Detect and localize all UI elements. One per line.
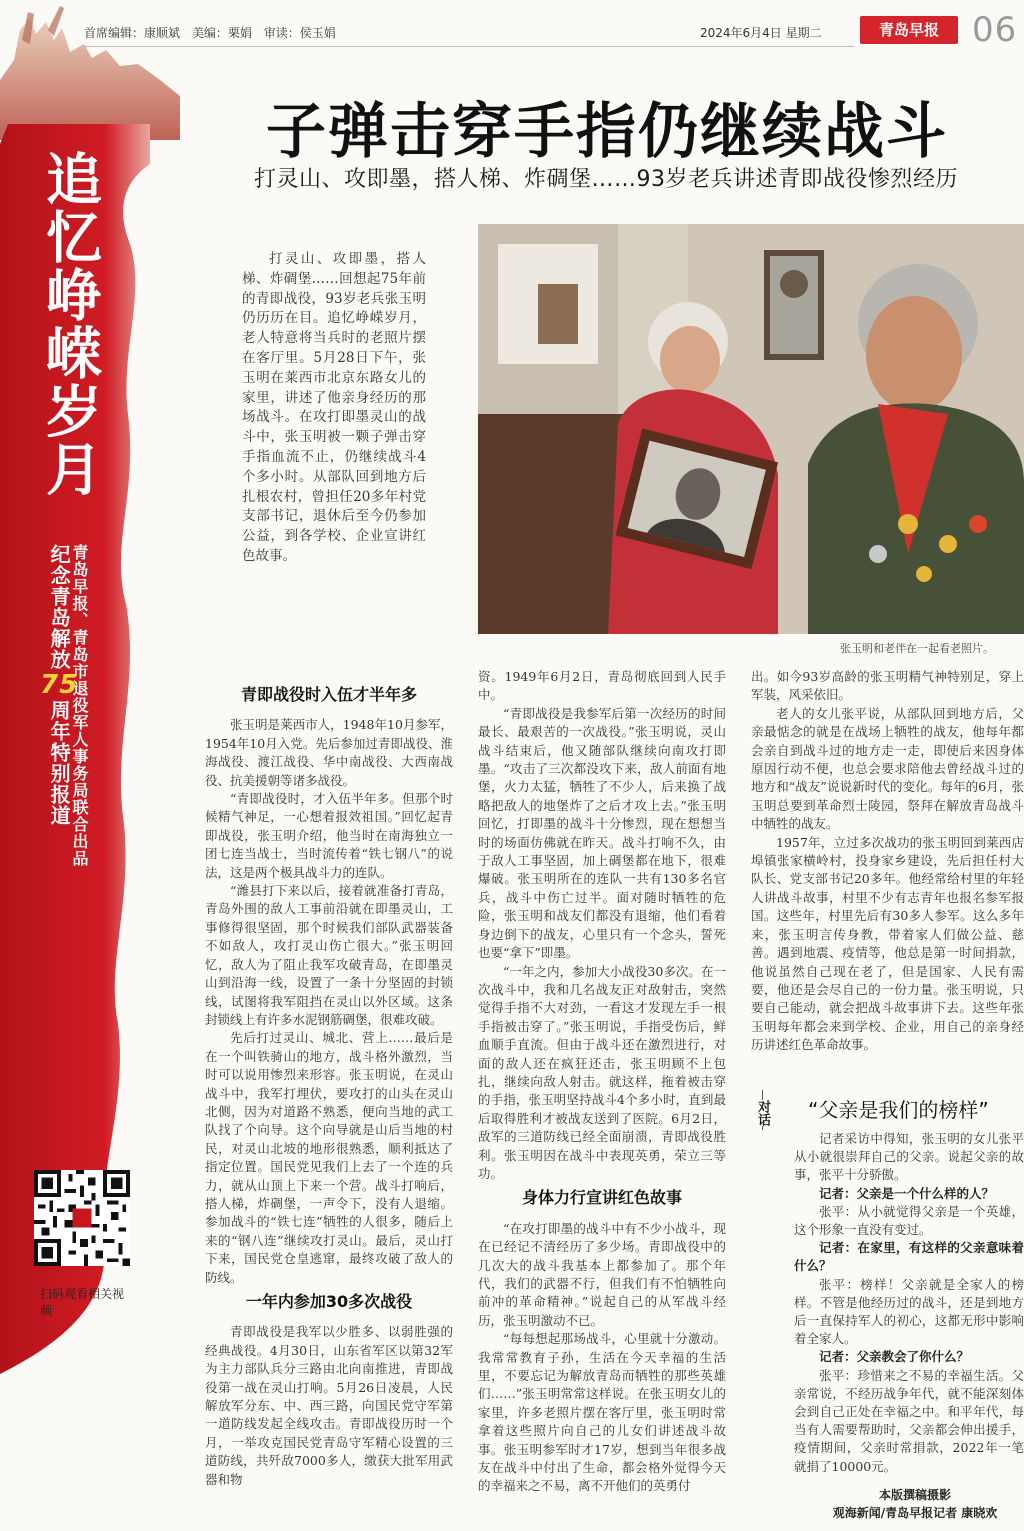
interview-question: 记者：在家里，有这样的父亲意味着什么？ [794,1240,1024,1274]
proofreader: 审读：侯玉娟 [263,26,336,40]
paragraph: 青即战役是我军以少胜多、以弱胜强的经典战役。4月30日，山东省军区以第32军为主力部队兵分三路由北向南推进，青即战役第一战在灵山打响。5月26日凌晨，人民解放军分东、中、西三路，向国民党守军第一道防线发起全线攻击。青即战役历时一个月，一举攻克国民党青岛守军精心设置的三道防线，共歼敌7000多人，缴获大批军用武器和物 [205,1324,453,1487]
interview-answer: 张平：珍惜来之不易的幸福生活。父亲常说，不经历战争年代，就不能深刻体会到自己正处在幸福之中。和平年代，每当有人需要帮助时，父亲都会伸出援手，疫情期间，父亲时常捐款，2022年一笔就捐了10000元。 [794,1367,1024,1474]
paragraph: 先后打过灵山、城北、营上……最后是在一个叫铁骑山的地方，战斗格外激烈，当时可以说用惨烈来形容。张玉明说，在灵山战斗中，我军打埋伏，要攻打的山头在灵山北侧，因为对道路不熟悉，便向当地的武工队找了个向导。这个向导就是山后当地的村民，对灵山北坡的地形很熟悉，顺利抵达了指定位置。国民党见我们上去了一个连的兵力，就从山顶上下来一个营。战斗打响后，搭人梯，炸碉堡，一声令下，没有人退缩。参加战斗的“铁七连”牺牲的人很多，随后上来的“钢八连”继续攻打灵山。最后，灵山打下来，国民党仓皇逃窜，最终攻破了敌人的防线。 [205,1030,453,1285]
paragraph: “一年之内，参加大小战役30多次。在一次战斗中，我和几名战友正对敌射击，突然觉得手指不大对劲，一看这才发现左手一根手指被击穿了。”张玉明说，手指受伤后，鲜血顺手直流。但由于战斗还在激烈进行，对面的敌人还在疯狂还击，张玉明顾不上包扎，继续向敌人射击。就这样，拖着被击穿的手指，张玉明坚持战斗4个多小时，直到最后取得胜利才被战友送到了医院。6月2日，敌军的三道防线已经全面崩溃，青即战役胜利。张玉明因在战斗中表现英勇，荣立三等功。 [478,963,726,1181]
qr-code[interactable] [34,1170,130,1266]
banner-subtitle-post: 周年特别报道 [47,700,72,826]
interview-question: 记者：父亲是一个什么样的人？ [819,1185,995,1201]
banner-subtitle-publishers: 青岛早报、青岛市退役军人事务局联合出品 [70,544,89,867]
paragraph: 资。1949年6月2日，青岛彻底回到人民手中。 [478,669,726,703]
article-column-1 [205,680,453,1489]
interview-answer: 张平：榜样！父亲就是全家人的榜样。不管是他经历过的战斗，还是到地方后一直保持军人的初心，这都无形中影响着全家人。 [794,1276,1024,1347]
lead-paragraph [242,250,426,567]
photo-caption: 张玉明和老伴在一起看老照片。 [840,642,994,655]
editor-credits [84,24,344,41]
headline: 子弹击穿手指仍继续战斗 [266,97,948,167]
paragraph: “在攻打即墨的战斗中有不少小战斗，现在已经记不清经历了多少场。青即战役中的几次大的战斗我基本上都参加了。那个年代，我们的武器不行，但我们有不怕牺牲向前冲的革命精神。”说起自己的从军战斗经历，张玉明激动不已。 [478,1220,726,1328]
header-rule [84,46,854,47]
article-column-3 [751,668,1024,1055]
paragraph: “青即战役是我参军后第一次经历的时间最长、最艰苦的一次战役。”张玉明说，灵山战斗结束后，他又随部队继续向南攻打即墨。“攻击了三次都没攻下来，敌人前面有地堡，火力太猛，牺牲了不少人，后来换了战略把敌人的地堡炸了之后才攻上去。”张玉明回忆，打即墨的战斗十分惨烈，现在想想当时的场面仿佛就在昨天。战斗打响不久，由于敌人工事坚固，加上碉堡都在地下，很难爆破。张玉明所在的连队一共有130多名官兵，战斗中伤亡过半。面对随时牺牲的危险，张玉明和战友们都没有退缩，他们看着身边倒下的战友，心里只有一个念头，誓死也要“拿下”即墨。 [478,705,726,961]
byline [806,1486,1024,1522]
qr-label: 扫码观看相关视频 [40,1287,125,1318]
chief-editor: 首席编辑：康顺斌 [84,26,181,40]
paragraph: 出。如今93岁高龄的张玉明精气神特别足，穿上军装，风采依旧。 [751,669,1024,703]
byline-line1: 本版撰稿摄影 [878,1488,951,1502]
newspaper-logo: 青岛早报 [860,16,958,44]
interview-question: 记者：父亲教会了你什么？ [819,1349,970,1365]
paragraph: “每每想起那场战斗，心里就十分激动。我常常教育子孙，生活在今天幸福的生活里，不要忘记为解放青岛而牺牲的那些英雄们……”张玉明常常这样说。在张玉明女儿的家里，许多老照片摆在客厅里，张玉明时常拿着这些照片向自己的儿女们讲述战斗故事。张玉明参军时才17岁，想到当年很多战友在战斗中付出了生命，都会格外觉得今天的幸福来之不易，离不开他们的英勇付 [478,1331,726,1494]
issue-date: 2024年6月4日 星期二 [700,26,822,40]
paragraph: 老人的女儿张平说，从部队回到地方后，父亲最惦念的就是在战场上牺牲的战友，他每年都会亲自到战斗过的地方走一走，即使后来因身体原因行动不便，也总会要求陪他去曾经战斗过的地方和“战友”说说新时代的变化。每年的6月，张玉明总要到革命烈士陵园，祭拜在解放青岛战斗中牺牲的战友。 [751,705,1024,832]
art-editor: 美编：栗娟 [191,26,252,40]
subheadline: 打灵山、攻即墨，搭人梯、炸碉堡……93岁老兵讲述青即战役惨烈经历 [254,167,958,192]
interview-answer: 张平：从小就觉得父亲是一个英雄，这个形象一直没有变过。 [794,1203,1024,1238]
banner-subtitle-anniversary [40,544,78,826]
article-column-2 [478,668,726,1496]
section-heading-thirty-battles: 一年内参加30多次战役 [245,1292,413,1311]
byline-line2: 观海新闻/青岛早报记者 康晓欢 [832,1506,998,1520]
interview-title: “父亲是我们的榜样” [808,1098,989,1122]
interview-intro: 记者采访中得知，张玉明的女儿张平从小就很崇拜自己的父亲。说起父亲的故事，张平十分骄傲。 [794,1131,1024,1183]
veteran-couple-photo [478,224,1024,634]
anniversary-number: 75 [40,670,79,700]
banner-subtitle [40,540,100,870]
paragraph: “潍县打下来以后，接着就准备打青岛，青岛外围的敌人工事前沿就在即墨灵山，工事修得很坚固，那个时候我们部队武器装备不如敌人，攻打灵山伤亡很大。”张玉明回忆，敌人为了阻止我军攻破青岛，在即墨灵山到沿海一线，设置了一条十分坚固的封锁线，试图将我军阻挡在灵山以外区域。这条封锁线上有许多水泥钢筋碉堡，很难攻破。 [205,883,453,1027]
lead-text: 打灵山、攻即墨，搭人梯、炸碉堡……回想起75年前的青即战役，93岁老兵张玉明仍历历在目。追忆峥嵘岁月，老人特意将当兵时的老照片摆在客厅里。5月28日下午，张玉明在莱西市北京东路女儿的家里，讲述了他亲身经历的那场战斗。在攻打即墨灵山的战斗中，张玉明被一颗子弹击穿手指血流不止，仍继续战斗4个多小时。从部队回到地方后扎根农村，曾担任20多年村党支部书记，退休后至今仍参加公益，到各学校、企业宣讲红色故事。 [242,251,426,564]
paragraph: 张玉明是莱西市人，1948年10月参军，1954年10月入党。先后参加过青即战役、淮海战役、渡江战役、华中南战役、大西南战役、抗美援朝等诸多战役。 [205,717,453,788]
banner-title: 追忆峥嵘岁月 [37,150,102,498]
section-heading-enlistment: 青即战役时入伍才半年多 [240,685,417,704]
page-number: 06 [972,10,1018,50]
banner-subtitle-pre: 纪念青岛解放 [47,544,72,670]
interview-tag: 对话 [755,1100,770,1126]
paragraph: “青即战役时，才入伍半年多。但那个时候精气神足，一心想着报效祖国。”回忆起青即战役，张玉明介绍，他当时在南海独立一团七连当战士，当时流传着“铁七钢八”的说法，这是两个极具战斗力的连队。 [205,791,453,880]
interview-body [794,1130,1024,1476]
section-heading-red-stories: 身体力行宣讲红色故事 [521,1188,682,1208]
paragraph: 1957年，立过多次战功的张玉明回到莱西店埠镇张家横岭村，投身家乡建设，先后担任村大队长、党支部书记20多年。他经常给村里的年轻人讲战斗故事，村里不少有志青年也报名参军报国。这些年，村里先后有30多人参军。这么多年来，张玉明言传身教，带着家人们做公益、慈善。遇到地震、疫情等，他总是第一时间捐款，他说虽然自己现在老了，但是国家、人民有需要，他还是会尽自己的一份力量。张玉明说，只要自己能动，就会把战斗故事讲下去。这些年张玉明每年都会来到学校、企业，用自己的亲身经历讲述红色革命故事。 [751,834,1024,1053]
page-header [0,0,1024,60]
